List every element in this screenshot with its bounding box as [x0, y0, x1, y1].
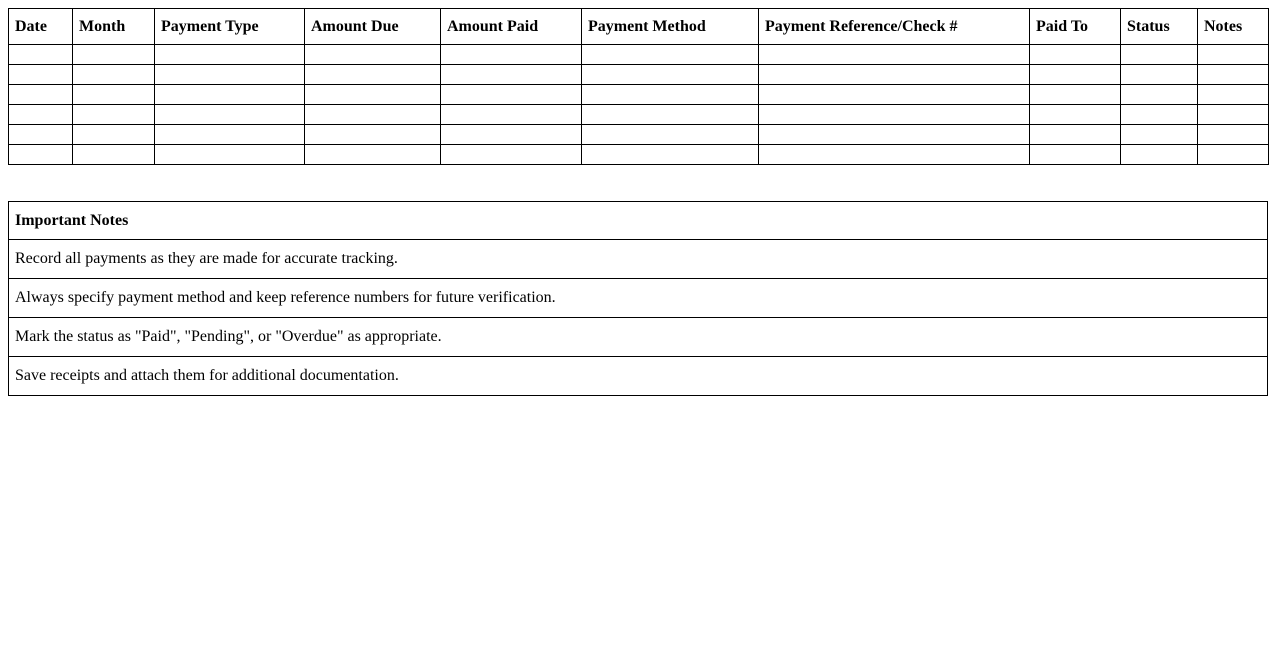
empty-cell-notes — [1198, 65, 1269, 85]
empty-cell-amount-due — [305, 65, 441, 85]
empty-cell-payment-reference — [759, 105, 1030, 125]
empty-cell-payment-method — [582, 65, 759, 85]
column-header-payment-type: Payment Type — [155, 9, 305, 45]
empty-cell-status — [1121, 125, 1198, 145]
empty-cell-paid-to — [1030, 65, 1121, 85]
empty-cell-payment-type — [155, 105, 305, 125]
empty-cell-notes — [1198, 105, 1269, 125]
empty-cell-notes — [1198, 85, 1269, 105]
empty-cell-payment-method — [582, 85, 759, 105]
empty-cell-amount-paid — [441, 105, 582, 125]
note-row — [9, 357, 1268, 396]
empty-cell-notes — [1198, 145, 1269, 165]
empty-cell-notes — [1198, 125, 1269, 145]
empty-cell-month — [73, 125, 155, 145]
empty-cell-payment-method — [582, 125, 759, 145]
note-text: Save receipts and attach them for additional documentation. — [9, 357, 1268, 396]
column-header-status: Status — [1121, 9, 1198, 45]
empty-cell-payment-method — [582, 45, 759, 65]
empty-cell-payment-reference — [759, 65, 1030, 85]
empty-cell-payment-reference — [759, 125, 1030, 145]
empty-cell-date — [9, 85, 73, 105]
empty-cell-status — [1121, 65, 1198, 85]
empty-cell-payment-method — [582, 145, 759, 165]
payment-tracker-table — [8, 8, 1269, 165]
payment-table-empty-row — [9, 105, 1269, 125]
empty-cell-notes — [1198, 45, 1269, 65]
empty-cell-amount-due — [305, 85, 441, 105]
empty-cell-amount-paid — [441, 145, 582, 165]
note-text: Record all payments as they are made for accurate tracking. — [9, 240, 1268, 279]
empty-cell-date — [9, 145, 73, 165]
empty-cell-paid-to — [1030, 145, 1121, 165]
empty-cell-amount-paid — [441, 65, 582, 85]
empty-cell-amount-due — [305, 105, 441, 125]
empty-cell-amount-due — [305, 145, 441, 165]
empty-cell-paid-to — [1030, 125, 1121, 145]
empty-cell-payment-method — [582, 105, 759, 125]
empty-cell-paid-to — [1030, 45, 1121, 65]
notes-table-body — [9, 240, 1268, 396]
empty-cell-date — [9, 45, 73, 65]
payment-table-empty-row — [9, 125, 1269, 145]
notes-header-row — [9, 202, 1268, 240]
empty-cell-payment-type — [155, 65, 305, 85]
empty-cell-status — [1121, 105, 1198, 125]
note-row — [9, 240, 1268, 279]
empty-cell-payment-reference — [759, 45, 1030, 65]
empty-cell-amount-due — [305, 45, 441, 65]
empty-cell-month — [73, 145, 155, 165]
empty-cell-date — [9, 65, 73, 85]
payment-table-empty-row — [9, 145, 1269, 165]
column-header-paid-to: Paid To — [1030, 9, 1121, 45]
column-header-date: Date — [9, 9, 73, 45]
payment-table-body — [9, 45, 1269, 165]
empty-cell-amount-paid — [441, 125, 582, 145]
empty-cell-month — [73, 105, 155, 125]
empty-cell-month — [73, 45, 155, 65]
empty-cell-payment-reference — [759, 145, 1030, 165]
column-header-payment-method: Payment Method — [582, 9, 759, 45]
note-text: Mark the status as "Paid", "Pending", or "Overdue" as appropriate. — [9, 318, 1268, 357]
note-row — [9, 279, 1268, 318]
notes-table-title: Important Notes — [9, 202, 1268, 240]
column-header-amount-paid: Amount Paid — [441, 9, 582, 45]
empty-cell-paid-to — [1030, 85, 1121, 105]
empty-cell-payment-reference — [759, 85, 1030, 105]
column-header-notes: Notes — [1198, 9, 1269, 45]
note-row — [9, 318, 1268, 357]
column-header-month: Month — [73, 9, 155, 45]
payment-table-empty-row — [9, 65, 1269, 85]
empty-cell-paid-to — [1030, 105, 1121, 125]
payment-table-header-row — [9, 9, 1269, 45]
empty-cell-payment-type — [155, 85, 305, 105]
column-header-amount-due: Amount Due — [305, 9, 441, 45]
empty-cell-date — [9, 105, 73, 125]
empty-cell-payment-type — [155, 145, 305, 165]
empty-cell-payment-type — [155, 45, 305, 65]
empty-cell-month — [73, 85, 155, 105]
column-header-payment-reference: Payment Reference/Check # — [759, 9, 1030, 45]
empty-cell-status — [1121, 45, 1198, 65]
empty-cell-date — [9, 125, 73, 145]
empty-cell-amount-paid — [441, 45, 582, 65]
payment-table-empty-row — [9, 85, 1269, 105]
important-notes-table — [8, 201, 1268, 396]
empty-cell-amount-due — [305, 125, 441, 145]
empty-cell-status — [1121, 85, 1198, 105]
payment-table-empty-row — [9, 45, 1269, 65]
empty-cell-payment-type — [155, 125, 305, 145]
empty-cell-status — [1121, 145, 1198, 165]
note-text: Always specify payment method and keep reference numbers for future verification. — [9, 279, 1268, 318]
empty-cell-amount-paid — [441, 85, 582, 105]
empty-cell-month — [73, 65, 155, 85]
